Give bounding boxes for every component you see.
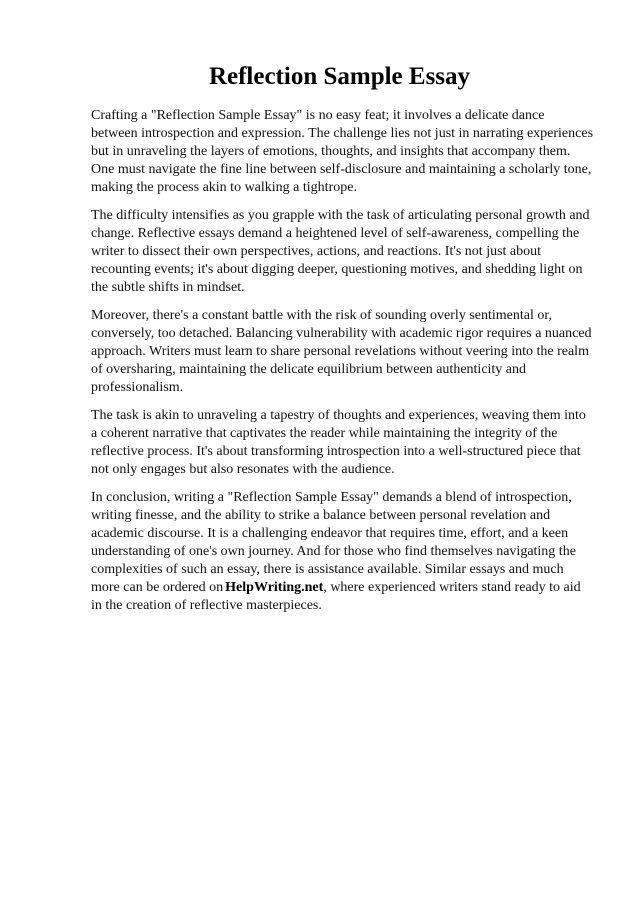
helpwriting-link[interactable]: HelpWriting.net <box>225 580 324 595</box>
paragraph-conclusion <box>91 489 594 615</box>
paragraph-balance: Moreover, there's a constant battle with the risk of sounding overly sentimental or, conversely, too detached. Balancing vulnerability with academic rigor requires a nuanced approach. Writers must learn to share personal revelations without veering into the realm of oversharing, maintaining the delicate equilibrium between authenticity and professionalism. <box>91 308 592 395</box>
paragraph-intro: Crafting a "Reflection Sample Essay" is no easy feat; it involves a delicate dance between introspection and expression. The challenge lies not just in narrating experiences but in unraveling the layers of emotions, thoughts, and insights that accompany them. One must navigate the fine line between self-disclosure and maintaining a scholarly tone, making the process akin to walking a tightrope. <box>91 108 594 195</box>
paragraph-tapestry: The task is akin to unraveling a tapestry of thoughts and experiences, weaving them into a coherent narrative that captivates the reader while maintaining the integrity of the reflective process. It's about transforming introspection into a well-structured piece that not only engages but also resonates with the audience. <box>91 408 586 477</box>
conclusion-text-end: , where experienced writers stand ready to aid in the creation of reflective masterpieces. <box>91 580 581 613</box>
document-title: Reflection Sample Essay <box>208 63 471 90</box>
paragraph-difficulty: The difficulty intensifies as you grapple with the task of articulating personal growth and change. Reflective essays demand a heightened level of self-awareness, compelling the writer to dissect their own perspectives, actions, and reactions. It's not just about recounting events; it's about digging deeper, questioning motives, and shedding light on the subtle shifts in mindset. <box>91 208 590 295</box>
conclusion-text: In conclusion, writing a "Reflection Sample Essay" demands a blend of introspection, writing finesse, and the ability to strike a balance between personal revelation and academic discourse. It is a challenging endeavor that requires time, effort, and a keen understanding of one's own journey. And for those who find themselves navigating the complexities of such an essay, there is assistance available. Similar essays and much more can be ordered on <box>91 490 576 595</box>
